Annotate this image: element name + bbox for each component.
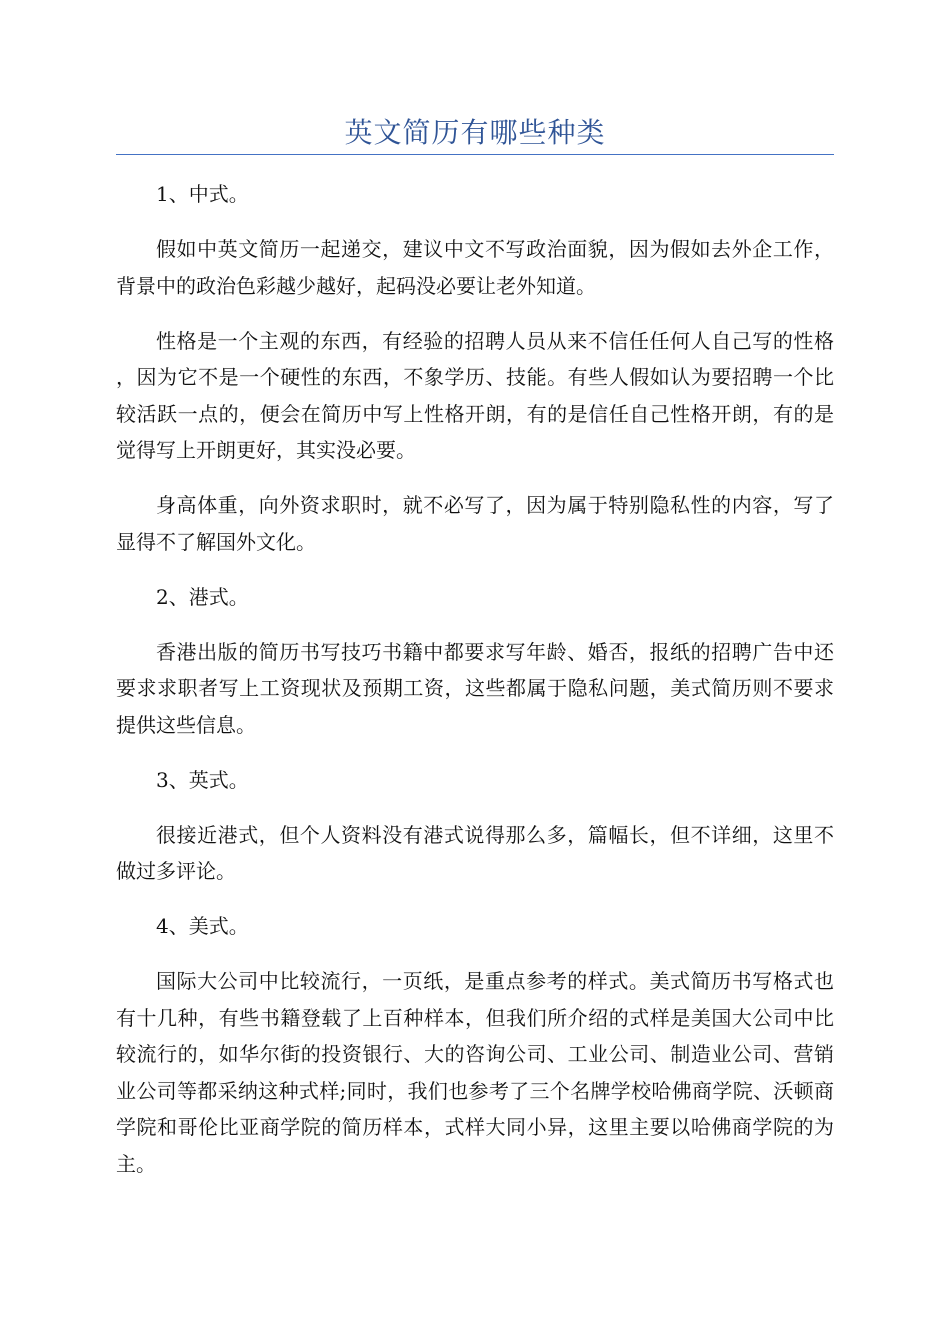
section-heading-chinese-style: 1、中式。 (156, 182, 249, 206)
body-paragraph: 性格是一个主观的东西，有经验的招聘人员从来不信任任何人自己写的性格，因为它不是一个硬性的东西，不象学历、技能。有些人假如认为要招聘一个比较活跃一点的，便会在简历中写上性格开朗，有的是信任自己性格开朗，有的是觉得写上开朗更好，其实没必要。 (116, 328, 834, 462)
document-body (116, 176, 834, 1201)
title-underline (116, 154, 834, 155)
body-paragraph: 假如中英文简历一起递交，建议中文不写政治面貌，因为假如去外企工作，背景中的政治色彩越少越好，起码没必要让老外知道。 (116, 237, 834, 298)
body-paragraph: 很接近港式，但个人资料没有港式说得那么多，篇幅长，但不详细，这里不做过多评论。 (116, 822, 834, 883)
section-heading-american-style: 4、美式。 (156, 914, 249, 938)
body-paragraph: 身高体重，向外资求职时，就不必写了，因为属于特别隐私性的内容，写了显得不了解国外文化。 (116, 493, 834, 554)
page-title: 英文简历有哪些种类 (344, 116, 606, 149)
body-paragraph: 国际大公司中比较流行，一页纸，是重点参考的样式。美式简历书写格式也有十几种，有些书籍登载了上百种样本，但我们所介绍的式样是美国大公司中比较流行的，如华尔街的投资银行、大的咨询公司、工业公司、制造业公司、营销业公司等都采纳这种式样;同时，我们也参考了三个名牌学校哈佛商学院、沃顿商学院和哥伦比亚商学院的简历样本，式样大同小异，这里主要以哈佛商学院的为主。 (116, 969, 834, 1176)
section-heading-hongkong-style: 2、港式。 (156, 584, 249, 609)
section-heading-british-style: 3、英式。 (156, 767, 249, 792)
body-paragraph: 香港出版的简历书写技巧书籍中都要求写年龄、婚否，报纸的招聘广告中还要求求职者写上工资现状及预期工资，这些都属于隐私问题，美式简历则不要求提供这些信息。 (116, 639, 834, 737)
